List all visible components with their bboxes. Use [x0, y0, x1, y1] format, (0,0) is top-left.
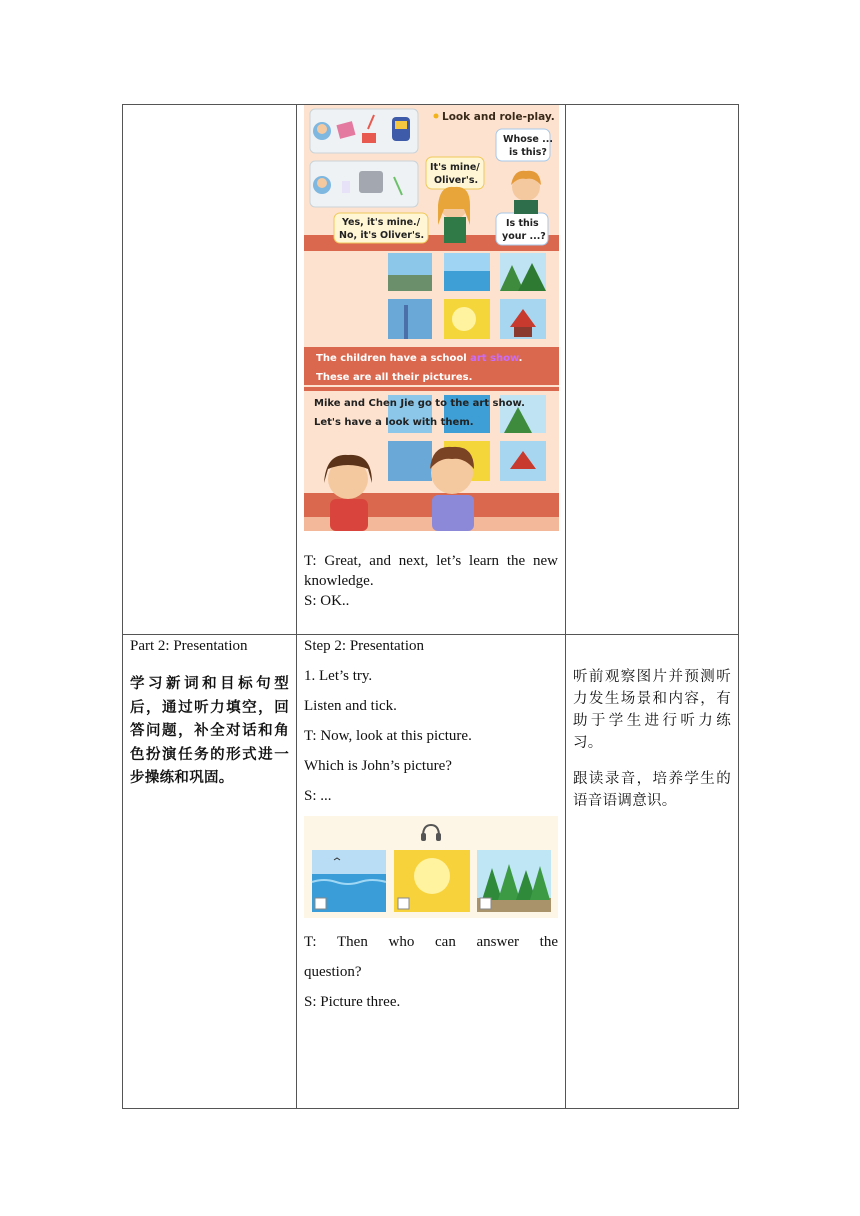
table-row — [123, 635, 739, 1109]
art-show-illustration — [297, 247, 566, 531]
tick-box[interactable] — [315, 898, 326, 909]
tick-box[interactable] — [480, 898, 491, 909]
tick-box[interactable] — [398, 898, 409, 909]
bubble-whose-2: is this? — [509, 147, 547, 158]
row2-col3 — [566, 635, 739, 1109]
note-listening: 听前观察图片并预测听力发生场景和内容，有助于学生进行听力练习。 — [573, 668, 731, 751]
row1-col1 — [123, 105, 297, 635]
step-line: T: Now, look at this picture. — [304, 728, 472, 744]
part-description: 学习新词和目标句型后，通过听力填空，回答问题，补全对话和角色扮演任务的形式进一步操练和巩固。 — [130, 676, 289, 786]
bubble-mine-1: It's mine/ — [430, 162, 480, 173]
dialog-line-student: S: OK.. — [304, 593, 350, 609]
role-play-illustration — [297, 105, 566, 247]
art-show-line-3: Mike and Chen Jie go to the art show. — [314, 398, 525, 409]
step-line: 1. Let’s try. — [304, 668, 373, 684]
part-title: Part 2: Presentation — [130, 638, 248, 654]
answer-question-line: T: Then who can answer the question? — [304, 934, 558, 980]
role-play-heading: Look and role-play. — [442, 111, 555, 123]
row2-col1 — [123, 635, 297, 1109]
row1-col3 — [566, 105, 739, 635]
listen-and-tick-illustration — [297, 816, 565, 918]
bubble-yes-2: No, it's Oliver's. — [339, 230, 425, 241]
dialog-line-teacher: T: Great, and next, let’s learn the new knowledge. — [304, 553, 558, 589]
lesson-plan-table — [122, 104, 739, 1109]
bubble-mine-2: Oliver's. — [434, 175, 479, 186]
art-show-line-1 — [316, 353, 522, 364]
bubble-isthis-1: Is this — [506, 218, 539, 229]
answer-line: S: Picture three. — [304, 994, 401, 1010]
row1-col2 — [297, 105, 566, 635]
art-show-line-4: Let's have a look with them. — [314, 417, 474, 428]
step-line: Which is John’s picture? — [304, 758, 452, 774]
step-line: Listen and tick. — [304, 698, 397, 714]
bubble-whose-1: Whose ... — [503, 134, 554, 145]
art-show-line-1-post: . — [518, 353, 523, 364]
step-title: Step 2: Presentation — [304, 638, 424, 654]
step-line: S: ... — [304, 788, 332, 804]
art-show-highlight: art show — [470, 353, 519, 364]
art-show-line-1-pre: The children have a school — [316, 353, 471, 364]
note-read-along: 跟读录音，培养学生的语音语调意识。 — [573, 771, 731, 809]
bubble-isthis-2: your ...? — [502, 231, 546, 242]
bubble-yes-1: Yes, it's mine./ — [342, 217, 421, 228]
art-show-line-2: These are all their pictures. — [316, 372, 473, 383]
table-row — [123, 105, 739, 635]
row2-col2 — [297, 635, 566, 1109]
